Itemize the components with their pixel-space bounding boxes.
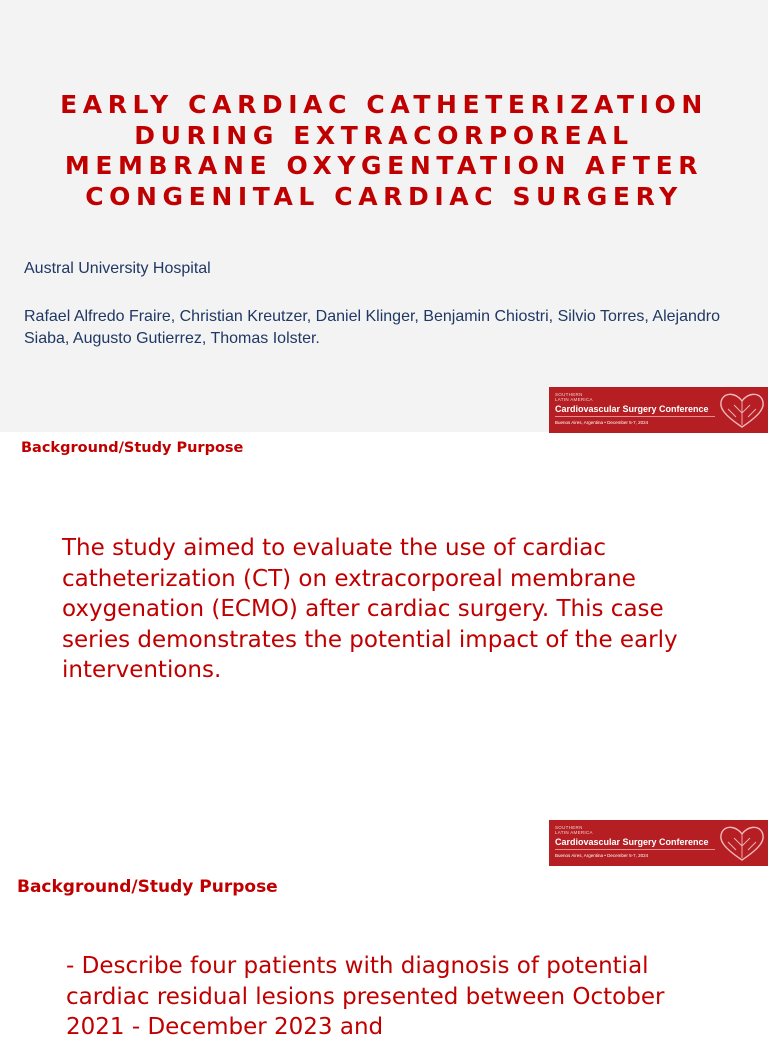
presentation-title: EARLY CARDIAC CATHETERIZATION DURING EXTRACORPOREAL MEMBRANE OXYGENTATION AFTER CONGENITAL CARDIAC SURGERY: [60, 90, 708, 211]
heart-icon: [712, 387, 768, 433]
title-slide: [0, 0, 768, 432]
banner-top-text-2: [555, 825, 593, 835]
banner-top-line-2: LATIN AMERICA: [555, 830, 593, 835]
objective-text: - Describe four patients with diagnosis of potential cardiac residual lesions presented between October 2021 - December 2023 and: [66, 953, 665, 1041]
banner-divider: [555, 416, 715, 417]
banner-divider-2: [555, 849, 715, 850]
conference-banner-2: [549, 820, 768, 866]
banner-top-text: [555, 392, 593, 402]
heart-icon: [712, 820, 768, 866]
banner-title: Cardiovascular Surgery Conference: [555, 404, 709, 414]
banner-top-line-1: SOUTHERN: [555, 825, 583, 830]
section-heading-2: Background/Study Purpose: [17, 877, 278, 897]
institution-name: Austral University Hospital: [24, 260, 211, 277]
author-list: Rafael Alfredo Fraire, Christian Kreutzer, Daniel Klinger, Benjamin Chiostri, Silvio Torres, Alejandro Siaba, Augusto Gutierrez, Thomas Iolster.: [24, 308, 721, 347]
study-purpose-text: The study aimed to evaluate the use of cardiac catheterization (CT) on extracorporeal membrane oxygenation (ECMO) after cardiac surgery. This case series demonstrates the potential impact of the early interventions.: [62, 535, 678, 684]
banner-top-line-2: LATIN AMERICA: [555, 397, 593, 402]
banner-date: Buenos Aires, Argentina • December 5-7, 2024: [555, 420, 649, 425]
conference-banner: [549, 387, 768, 433]
banner-top-line-1: SOUTHERN: [555, 392, 583, 397]
banner-date-2: Buenos Aires, Argentina • December 5-7, 2024: [555, 853, 649, 858]
banner-title-2: Cardiovascular Surgery Conference: [555, 837, 709, 847]
section-heading-1: Background/Study Purpose: [21, 440, 244, 456]
